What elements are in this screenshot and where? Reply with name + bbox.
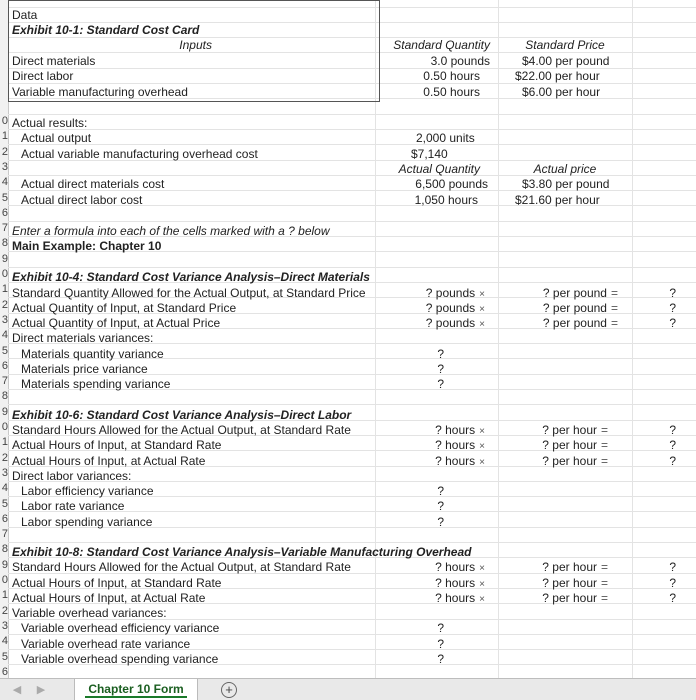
variance-row-label[interactable]: Standard Hours Allowed for the Actual Output, at Standard Rate xyxy=(12,560,351,574)
variance-row-total[interactable]: ? xyxy=(669,316,676,330)
row-number[interactable]: 5 xyxy=(1,498,8,510)
actual-dm-price[interactable]: $3.80 per pound xyxy=(522,177,610,191)
std-row-price[interactable]: $6.00 per hour xyxy=(522,85,601,99)
variance-row-qty[interactable]: ? pounds × xyxy=(425,286,485,300)
row-number[interactable]: 1 xyxy=(1,283,8,295)
exhibit-10-4-title[interactable]: Exhibit 10-4: Standard Cost Variance Analysis–Direct Materials xyxy=(12,270,370,284)
row-number[interactable]: 5 xyxy=(1,345,8,357)
variance-row-price[interactable]: ? per pound = xyxy=(542,301,618,315)
row-number[interactable]: 4 xyxy=(1,635,8,647)
variance-label[interactable]: Variable overhead rate variance xyxy=(21,637,191,651)
variance-value[interactable]: ? xyxy=(437,362,444,376)
variance-value[interactable]: ? xyxy=(437,652,444,666)
scroll-tabs-left-icon[interactable]: ◀ xyxy=(12,684,22,696)
actual-voh-value[interactable]: $7,140 xyxy=(411,147,448,161)
variances-label[interactable]: Variable overhead variances: xyxy=(12,606,167,620)
actual-output-value[interactable]: 2,000 units xyxy=(416,131,475,145)
exhibit-10-8-title[interactable]: Exhibit 10-8: Standard Cost Variance Analysis–Variable Manufacturing Overhead xyxy=(12,545,472,559)
variance-row-qty[interactable]: ? hours × xyxy=(435,438,485,452)
actual-voh-label[interactable]: Actual variable manufacturing overhead cost xyxy=(21,147,258,161)
variance-row-qty[interactable]: ? pounds × xyxy=(425,301,485,315)
variance-row-label[interactable]: Actual Hours of Input, at Standard Rate xyxy=(12,438,222,452)
variance-row-price[interactable]: ? per hour = xyxy=(542,591,608,605)
grid-row-line xyxy=(8,221,696,222)
variance-row-total[interactable]: ? xyxy=(669,591,676,605)
row-number[interactable]: 3 xyxy=(1,314,8,326)
row-number[interactable]: 2 xyxy=(1,452,8,464)
row-number[interactable]: 2 xyxy=(1,146,8,158)
actual-quantity-header[interactable]: Actual Quantity xyxy=(398,162,480,176)
row-number[interactable]: 6 xyxy=(1,207,8,219)
variance-row-price[interactable]: ? per hour = xyxy=(542,438,608,452)
row-number[interactable]: 2 xyxy=(1,299,8,311)
row-number[interactable]: 0 xyxy=(1,115,8,127)
exhibit-10-1-title[interactable]: Exhibit 10-1: Standard Cost Card xyxy=(12,23,200,37)
variance-row-total[interactable]: ? xyxy=(669,301,676,315)
variance-label[interactable]: Materials price variance xyxy=(21,362,148,376)
std-row-qty[interactable]: 0.50 hours xyxy=(423,85,480,99)
actual-output-label[interactable]: Actual output xyxy=(21,131,92,145)
actual-dl-label[interactable]: Actual direct labor cost xyxy=(21,193,143,207)
variance-row-price[interactable]: ? per pound = xyxy=(542,286,618,300)
variance-row-price[interactable]: ? per hour = xyxy=(542,454,608,468)
std-row-label[interactable]: Direct materials xyxy=(12,54,96,68)
variance-row-qty[interactable]: ? pounds × xyxy=(425,316,485,330)
variance-value[interactable]: ? xyxy=(437,499,444,513)
sheet-tab-bar xyxy=(0,678,696,700)
standard-price-header[interactable]: Standard Price xyxy=(525,38,605,52)
variance-row-price[interactable]: ? per hour = xyxy=(542,576,608,590)
variance-row-qty[interactable]: ? hours × xyxy=(435,560,485,574)
variance-row-label[interactable]: Actual Hours of Input, at Standard Rate xyxy=(12,576,222,590)
variance-row-price[interactable]: ? per pound = xyxy=(542,316,618,330)
row-number[interactable]: 6 xyxy=(1,513,8,525)
row-number[interactable]: 1 xyxy=(1,589,8,601)
variance-label[interactable]: Materials quantity variance xyxy=(21,347,164,361)
row-number[interactable]: 1 xyxy=(1,130,8,142)
row-number[interactable]: 7 xyxy=(1,222,8,234)
row-number[interactable]: 7 xyxy=(1,528,8,540)
variance-row-qty[interactable]: ? hours × xyxy=(435,576,485,590)
variances-label[interactable]: Direct labor variances: xyxy=(12,469,132,483)
row-number[interactable]: 8 xyxy=(1,390,8,402)
variance-row-total[interactable]: ? xyxy=(669,576,676,590)
variance-label[interactable]: Labor efficiency variance xyxy=(21,484,154,498)
actual-results-title[interactable]: Actual results: xyxy=(12,116,88,130)
row-number[interactable]: 8 xyxy=(1,237,8,249)
variance-label[interactable]: Labor spending variance xyxy=(21,515,153,529)
row-number[interactable]: 0 xyxy=(1,268,8,280)
variance-value[interactable]: ? xyxy=(437,621,444,635)
inputs-label[interactable]: Inputs xyxy=(179,38,212,52)
grid-row-line xyxy=(8,267,696,268)
variances-label[interactable]: Direct materials variances: xyxy=(12,331,154,345)
variance-row-total[interactable]: ? xyxy=(669,454,676,468)
variance-row-qty[interactable]: ? hours × xyxy=(435,591,485,605)
main-example-title[interactable]: Main Example: Chapter 10 xyxy=(12,239,162,253)
row-number[interactable]: 3 xyxy=(1,467,8,479)
variance-label[interactable]: Variable overhead efficiency variance xyxy=(21,621,220,635)
variance-row-total[interactable]: ? xyxy=(669,560,676,574)
variance-row-total[interactable]: ? xyxy=(669,438,676,452)
row-number[interactable]: 6 xyxy=(1,360,8,372)
row-number[interactable]: 3 xyxy=(1,620,8,632)
variance-label[interactable]: Variable overhead spending variance xyxy=(21,652,219,666)
row-number[interactable]: 6 xyxy=(1,666,8,678)
actual-dm-qty[interactable]: 6,500 pounds xyxy=(415,177,488,191)
std-row-price[interactable]: $22.00 per hour xyxy=(515,69,600,83)
row-number[interactable]: 8 xyxy=(1,543,8,555)
variance-label[interactable]: Materials spending variance xyxy=(21,377,171,391)
row-number[interactable]: 4 xyxy=(1,329,8,341)
row-number[interactable]: 9 xyxy=(1,406,8,418)
row-number[interactable]: 7 xyxy=(1,375,8,387)
grid-col-line xyxy=(632,0,633,678)
actual-price-header[interactable]: Actual price xyxy=(533,162,597,176)
std-row-qty[interactable]: 0.50 hours xyxy=(423,69,480,83)
variance-row-label[interactable]: Actual Hours of Input, at Actual Rate xyxy=(12,591,206,605)
variance-row-label[interactable]: Standard Hours Allowed for the Actual Output, at Standard Rate xyxy=(12,423,351,437)
actual-dl-qty[interactable]: 1,050 hours xyxy=(414,193,478,207)
scroll-tabs-right-icon[interactable]: ▶ xyxy=(36,684,46,696)
row-number[interactable]: 0 xyxy=(1,421,8,433)
variance-row-total[interactable]: ? xyxy=(669,286,676,300)
grid-row-line xyxy=(8,114,696,115)
standard-quantity-header[interactable]: Standard Quantity xyxy=(393,38,490,52)
variance-row-label[interactable]: Actual Quantity of Input, at Standard Price xyxy=(12,301,237,315)
row-number[interactable]: 9 xyxy=(1,559,8,571)
actual-dl-price[interactable]: $21.60 per hour xyxy=(515,193,600,207)
sheet-title[interactable]: Data xyxy=(12,8,38,22)
row-number[interactable]: 2 xyxy=(1,605,8,617)
row-number[interactable]: 9 xyxy=(1,253,8,265)
actual-dm-label[interactable]: Actual direct materials cost xyxy=(21,177,165,191)
variance-value[interactable]: ? xyxy=(437,637,444,651)
row-number[interactable]: 0 xyxy=(1,574,8,586)
variance-row-label[interactable]: Actual Hours of Input, at Actual Rate xyxy=(12,454,206,468)
variance-value[interactable]: ? xyxy=(437,347,444,361)
tab-chapter-10-form[interactable]: Chapter 10 Form xyxy=(74,679,198,700)
variance-value[interactable]: ? xyxy=(437,377,444,391)
row-number[interactable]: 3 xyxy=(1,161,8,173)
variance-value[interactable]: ? xyxy=(437,484,444,498)
row-number[interactable]: 5 xyxy=(1,192,8,204)
variance-row-label[interactable]: Actual Quantity of Input, at Actual Price xyxy=(12,316,221,330)
instruction-text[interactable]: Enter a formula into each of the cells marked with a ? below xyxy=(12,224,330,238)
row-number[interactable]: 4 xyxy=(1,482,8,494)
row-number[interactable]: 4 xyxy=(1,176,8,188)
std-row-label[interactable]: Variable manufacturing overhead xyxy=(12,85,188,99)
grid-row-line xyxy=(8,404,696,405)
grid-row-line xyxy=(8,129,696,130)
variance-row-label[interactable]: Standard Quantity Allowed for the Actual Output, at Standard Price xyxy=(12,286,366,300)
variance-row-price[interactable]: ? per hour = xyxy=(542,560,608,574)
row-number[interactable]: 1 xyxy=(1,436,8,448)
variance-row-qty[interactable]: ? hours × xyxy=(435,454,485,468)
row-number[interactable]: 5 xyxy=(1,651,8,663)
variance-row-total[interactable]: ? xyxy=(669,423,676,437)
add-sheet-icon[interactable]: + xyxy=(221,682,237,698)
grid-row-line xyxy=(8,542,696,543)
grid-row-line xyxy=(8,144,696,145)
variance-row-qty[interactable]: ? hours × xyxy=(435,423,485,437)
variance-row-price[interactable]: ? per hour = xyxy=(542,423,608,437)
std-row-label[interactable]: Direct labor xyxy=(12,69,74,83)
std-row-qty[interactable]: 3.0 pounds xyxy=(430,54,490,68)
std-row-price[interactable]: $4.00 per pound xyxy=(522,54,610,68)
exhibit-10-6-title[interactable]: Exhibit 10-6: Standard Cost Variance Analysis–Direct Labor xyxy=(12,408,352,422)
variance-label[interactable]: Labor rate variance xyxy=(21,499,125,513)
grid-col-line xyxy=(498,0,499,678)
variance-value[interactable]: ? xyxy=(437,515,444,529)
